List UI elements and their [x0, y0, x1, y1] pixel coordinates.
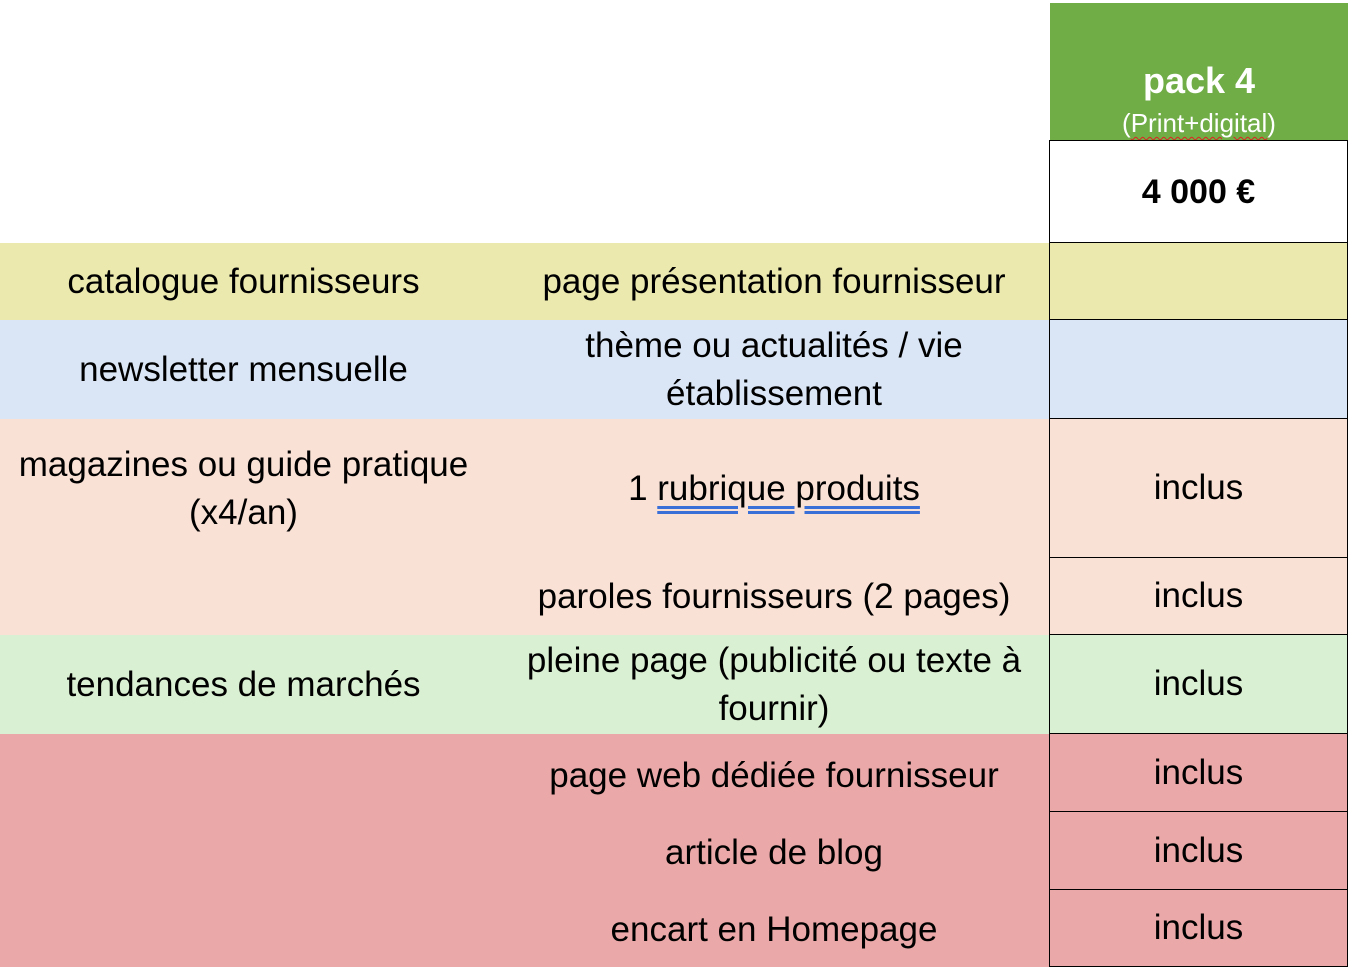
item-page-web: page web dédiée fournisseur [549, 755, 999, 795]
value-newsletter [1049, 320, 1348, 419]
pack-header [1050, 3, 1348, 140]
item-page-presentation: page présentation fournisseur [542, 261, 1006, 301]
value-rubrique-produits: inclus [1049, 419, 1348, 558]
value-encart-homepage: inclus [1049, 890, 1348, 967]
item-pleine-page: pleine page (publicité ou texte à fournir) [526, 640, 1022, 728]
value-article-blog: inclus [1049, 812, 1348, 890]
pack-title: pack 4 [1142, 60, 1256, 101]
category-magazines: magazines ou guide pratique (x4/an) [18, 445, 469, 532]
value-page-web: inclus [1049, 734, 1348, 812]
item-encart-homepage: encart en Homepage [610, 909, 938, 949]
item-article-blog: article de blog [665, 832, 883, 872]
pack-subtitle: (Print+digital) [1122, 108, 1276, 138]
category-newsletter: newsletter mensuelle [79, 349, 408, 389]
category-tendances: tendances de marchés [66, 664, 421, 704]
item-paroles-fournisseurs: paroles fournisseurs (2 pages) [537, 576, 1011, 616]
category-catalogue: catalogue fournisseurs [67, 261, 420, 301]
price-cell: 4 000 € [1049, 140, 1348, 243]
value-paroles-fournisseurs: inclus [1049, 558, 1348, 635]
item-rubrique-produits: 1 rubrique produits [628, 469, 920, 508]
value-catalogue [1049, 243, 1348, 320]
item-theme-actualites: thème ou actualités / vie établissement [585, 325, 963, 413]
value-pleine-page: inclus [1049, 635, 1348, 734]
rubrique-produits-link[interactable]: rubrique produits [657, 469, 920, 508]
pack-subtitle-word: Print+digital [1130, 108, 1268, 138]
